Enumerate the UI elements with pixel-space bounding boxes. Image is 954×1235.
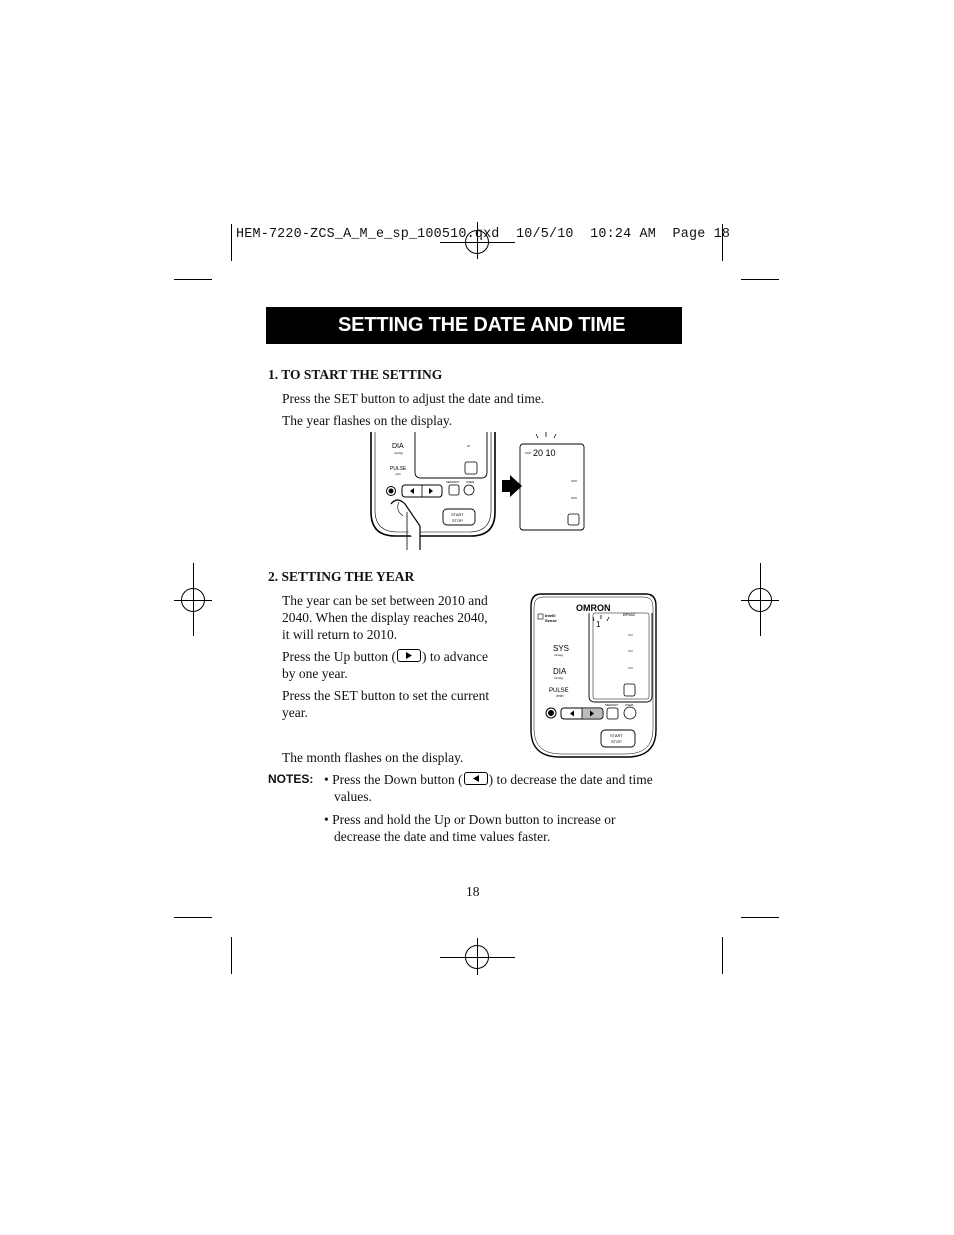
dia-label: DIA xyxy=(553,667,567,676)
crop-mark xyxy=(741,279,779,280)
memory-label: MEMORY xyxy=(446,480,460,484)
left-triangle-icon xyxy=(570,711,574,717)
instruction-text: Press the SET button to adjust the date and time. xyxy=(282,391,545,406)
text-line xyxy=(282,648,512,665)
note-2 xyxy=(324,811,694,845)
crop-mark xyxy=(231,224,232,261)
text-line: decrease the date and time values faster. xyxy=(334,829,551,844)
stop-label: STOP xyxy=(611,739,622,744)
pulse-label: PULSE xyxy=(390,466,407,472)
page-number: 18 xyxy=(466,884,480,899)
pulse-unit: /min xyxy=(395,472,401,476)
text-line: • Press and hold the Up or Down button to increase or xyxy=(324,812,616,827)
text-fragment: Press the Up button ( xyxy=(282,649,396,664)
text-fragment: • Press the Down button ( xyxy=(324,772,463,787)
blood-pressure-monitor-illustration xyxy=(529,592,658,760)
instruction-text: The year flashes on the display. xyxy=(282,413,453,428)
model-label: BP652 xyxy=(623,612,636,617)
month-flash-text: The month flashes on the display. xyxy=(282,750,464,765)
sys-label: SYS xyxy=(553,644,570,653)
year-digits: 1 xyxy=(596,620,601,629)
registration-mark xyxy=(181,588,205,612)
text-fragment: ) to advance xyxy=(422,649,488,664)
user-label: USER xyxy=(625,703,634,707)
mmhg-unit: mmHg xyxy=(554,676,563,680)
registration-mark xyxy=(465,945,489,969)
file-slug: HEM-7220-ZCS_A_M_e_sp_100510.qxd 10/5/10 10:24 AM Page 18 xyxy=(236,227,731,242)
display-year: 20 10 xyxy=(533,448,556,458)
start-label: START xyxy=(610,733,623,738)
pulse-label: PULSE xyxy=(549,688,569,694)
text-line: values. xyxy=(334,789,372,804)
start-label: START xyxy=(451,512,464,517)
up-button-instruction xyxy=(282,648,512,682)
notes-label: NOTES: xyxy=(268,772,314,786)
note-1 xyxy=(324,771,694,805)
text-line: by one year. xyxy=(282,666,348,681)
set-button-illustration xyxy=(365,432,590,550)
mmhg-unit: mmHg xyxy=(394,451,403,455)
text-fragment: ) to decrease the date and time xyxy=(488,772,653,787)
mmhg-unit: mmHg xyxy=(554,653,563,657)
text-line: year. xyxy=(282,705,308,720)
set-year-instruction xyxy=(282,687,512,721)
stop-label: STOP xyxy=(452,518,463,523)
memory-label: MEMORY xyxy=(605,703,619,707)
section-heading-year: 2. SETTING THE YEAR xyxy=(268,569,415,584)
user-label: USER xyxy=(466,480,475,484)
down-button-icon xyxy=(464,772,488,785)
text-line: Press the SET button to set the current xyxy=(282,688,490,703)
text-line xyxy=(324,771,694,788)
text-line: The year can be set between 2010 and xyxy=(282,593,488,608)
pulse-unit: /min xyxy=(556,693,564,698)
section-heading-start: 1. TO START THE SETTING xyxy=(268,367,443,382)
brand-logo: OMRON xyxy=(576,603,611,613)
crop-mark xyxy=(741,917,779,918)
crop-mark xyxy=(231,937,232,974)
year-range-text xyxy=(282,592,512,643)
text-line: it will return to 2010. xyxy=(282,627,398,642)
text-line: 2040. When the display reaches 2040, xyxy=(282,610,488,625)
dia-label: DIA xyxy=(392,443,404,450)
crop-mark xyxy=(174,279,212,280)
registration-mark xyxy=(748,588,772,612)
left-triangle-icon xyxy=(410,488,414,494)
intellisense-badge: Sense xyxy=(545,618,557,623)
crop-mark xyxy=(174,917,212,918)
right-arrow-icon xyxy=(502,475,522,497)
crop-mark xyxy=(722,937,723,974)
page-title: SETTING THE DATE AND TIME xyxy=(266,307,682,344)
up-button-icon xyxy=(397,649,421,662)
right-triangle-icon xyxy=(429,488,433,494)
intellisense-badge: Intelli xyxy=(545,613,556,618)
